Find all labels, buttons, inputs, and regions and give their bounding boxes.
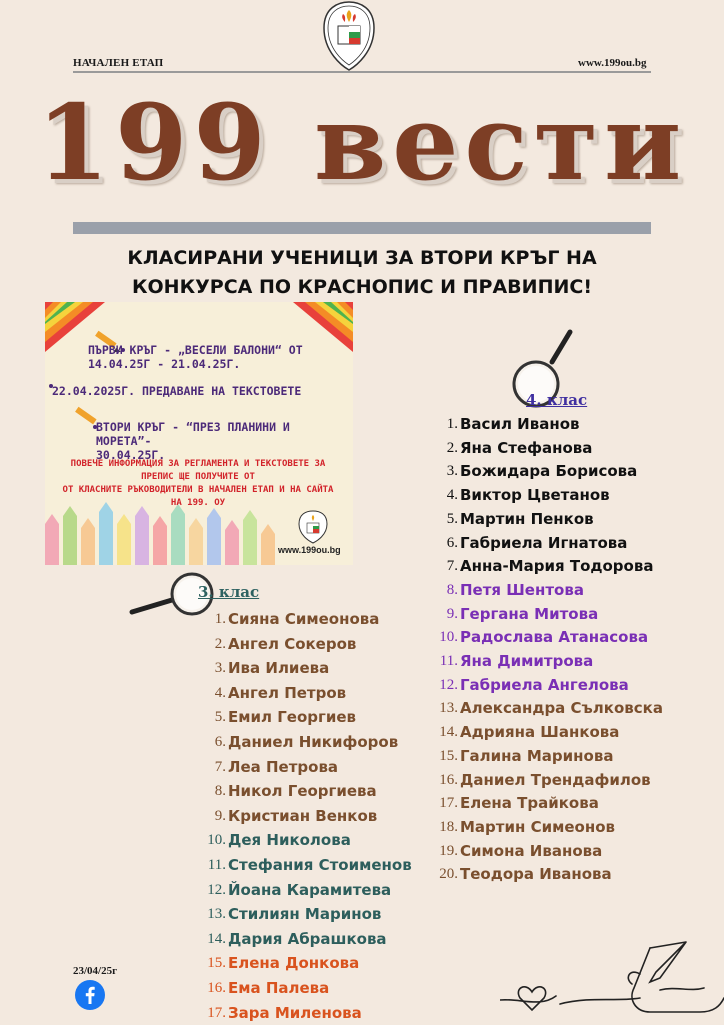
list-item <box>432 554 724 578</box>
list-item-number: 16. <box>439 771 458 788</box>
list-item-number: 20. <box>439 866 458 883</box>
flyer-round-2 <box>96 420 352 462</box>
newsletter-title: 199 вести <box>36 81 688 204</box>
list-item <box>432 483 724 507</box>
website-link[interactable]: www.199ou.bg <box>578 57 647 69</box>
list-item-number: 8. <box>214 783 226 800</box>
student-name: Радослава Атанасова <box>460 628 649 647</box>
list-item <box>200 730 500 754</box>
list-item-number: 15. <box>207 955 226 972</box>
list-item <box>200 1001 500 1025</box>
flyer-deadline: 22.04.2025Г. ПРЕДАВАНЕ НА ТЕКСТОВЕТЕ <box>52 384 302 398</box>
student-name: Елена Трайкова <box>460 794 599 813</box>
list-item-number: 1. <box>446 416 458 432</box>
list-item-number: 11. <box>439 653 458 669</box>
hand-writing-heart-icon <box>500 938 724 1024</box>
list-item <box>200 804 500 828</box>
flyer-info <box>48 458 348 510</box>
article-headline <box>0 244 724 302</box>
list-item-number: 9. <box>214 807 226 824</box>
headline-line-1: КЛАСИРАНИ УЧЕНИЦИ ЗА ВТОРИ КРЪГ НА <box>127 247 597 269</box>
header-divider <box>73 71 651 73</box>
student-name: Дея Николова <box>228 831 351 850</box>
student-name: Габриела Игнатова <box>460 533 628 552</box>
list-item-number: 11. <box>207 857 226 873</box>
list-item-number: 4. <box>446 487 458 504</box>
list-item-number: 15. <box>439 747 458 764</box>
list-item-number: 6. <box>446 534 458 551</box>
list-item <box>200 681 500 705</box>
student-name: Елена Донкова <box>228 954 360 973</box>
list-item-number: 13. <box>207 906 226 923</box>
list-item-number: 3. <box>446 463 458 480</box>
student-name: Кристиан Венков <box>228 806 378 825</box>
student-name: Васил Иванов <box>460 415 580 433</box>
list-item-number: 14. <box>207 930 226 947</box>
flyer-round-2-title: ВТОРИ КРЪГ - “ПРЕЗ ПЛАНИНИ И МОРЕТА”- <box>96 420 290 448</box>
flyer-round-1-title: ПЪРВИ КРЪГ - „ВЕСЕЛИ БАЛОНИ“ ОТ <box>88 343 303 357</box>
flyer-info-line: ПРЕПИС ЩЕ ПОЛУЧИТЕ ОТ <box>141 472 255 482</box>
headline-line-2: КОНКУРСА ПО КРАСНОПИС И ПРАВИПИС! <box>132 276 592 298</box>
list-item-number: 1. <box>214 611 226 627</box>
student-name: Стилиян Маринов <box>228 905 382 924</box>
list-item <box>200 705 500 729</box>
student-name: Гергана Митова <box>460 604 599 623</box>
publish-date: 23/04/25г <box>73 965 118 977</box>
list-item-number: 4. <box>214 684 226 701</box>
flyer-school-logo <box>298 510 328 544</box>
list-item <box>200 976 500 1000</box>
student-name: Даниел Никифоров <box>228 733 399 751</box>
list-item <box>200 828 500 852</box>
list-item <box>432 412 724 436</box>
student-name: Яна Димитрова <box>460 652 594 670</box>
list-item <box>432 578 724 602</box>
class-4-heading: 4. клас <box>526 391 588 409</box>
colored-pencils-icon <box>45 502 275 565</box>
list-item <box>200 853 500 877</box>
student-name: Йоана Карамитева <box>228 880 392 899</box>
facebook-icon[interactable] <box>75 980 105 1010</box>
student-name: Зара Миленова <box>228 1003 362 1022</box>
student-name: Божидара Борисова <box>460 462 638 481</box>
list-item <box>200 779 500 803</box>
list-item <box>200 607 500 631</box>
list-item-number: 10. <box>439 629 458 646</box>
student-name: Емил Георгиев <box>228 708 357 727</box>
list-item <box>200 656 500 680</box>
student-name: Дария Абрашкова <box>228 929 387 948</box>
list-item <box>432 436 724 460</box>
flyer-info-line: ПОВЕЧЕ ИНФОРМАЦИЯ ЗА РЕГЛАМЕНТА И ТЕКСТОВЕТЕ ЗА <box>70 459 326 469</box>
list-item <box>200 951 500 975</box>
student-name: Ангел Петров <box>228 683 347 702</box>
student-name: Анна-Мария Тодорова <box>460 557 654 576</box>
student-name: Теодора Иванова <box>460 865 612 884</box>
list-item <box>432 507 724 531</box>
list-item-number: 3. <box>214 660 226 677</box>
list-item-number: 16. <box>207 980 226 996</box>
flyer-round-1 <box>88 343 350 371</box>
student-name: Стефания Стоименов <box>228 856 412 874</box>
flyer-round-2-date: 30.04.25Г. <box>96 448 166 462</box>
list-item-number: 13. <box>439 700 458 717</box>
student-name: Александра Сълковска <box>460 699 663 718</box>
list-item-number: 17. <box>439 795 458 812</box>
list-item-number: 12. <box>207 881 226 898</box>
student-name: Даниел Трендафилов <box>460 770 651 789</box>
student-name: Галина Маринова <box>460 746 614 765</box>
list-item-number: 10. <box>207 832 226 849</box>
stage-label: НАЧАЛЕН ЕТАП <box>73 57 164 69</box>
flyer-round-1-dates: 14.04.25Г - 21.04.25Г. <box>88 357 241 371</box>
student-name: Никол Георгиева <box>228 782 377 801</box>
list-item-number: 5. <box>214 709 226 726</box>
student-name: Мартин Пенков <box>460 509 594 528</box>
list-item <box>200 878 500 902</box>
flyer-info-line: НА 199. ОУ <box>170 498 226 508</box>
list-item-number: 7. <box>214 758 226 775</box>
list-item-number: 7. <box>446 558 458 575</box>
list-item-number: 8. <box>446 581 458 598</box>
list-item <box>432 531 724 555</box>
list-item-number: 19. <box>439 842 458 859</box>
list-item-number: 17. <box>207 1004 226 1021</box>
class-3-heading: 3. клас <box>198 583 260 601</box>
list-item <box>200 632 500 656</box>
student-name: Виктор Цветанов <box>460 486 610 505</box>
list-item <box>200 927 500 951</box>
flyer-website: www.199ou.bg <box>278 545 341 555</box>
list-item-number: 2. <box>446 439 458 456</box>
student-name: Ива Илиева <box>228 659 330 678</box>
list-item <box>200 755 500 779</box>
list-item <box>200 902 500 926</box>
list-item-number: 6. <box>214 734 226 750</box>
student-name: Ангел Сокеров <box>228 634 357 653</box>
list-item-number: 14. <box>439 724 458 741</box>
list-item-number: 5. <box>446 510 458 527</box>
pencil-icon <box>75 407 96 425</box>
student-name: Симона Иванова <box>460 841 603 860</box>
student-name: Яна Стефанова <box>460 438 593 457</box>
student-name: Петя Шентова <box>460 580 584 599</box>
student-name: Леа Петрова <box>228 757 339 776</box>
list-item <box>432 459 724 483</box>
student-name: Адрияна Шанкова <box>460 723 620 742</box>
list-item-number: 12. <box>439 676 458 693</box>
list-item-number: 9. <box>446 605 458 622</box>
title-divider-bar <box>73 222 651 234</box>
student-name: Габриела Ангелова <box>460 675 629 694</box>
list-item-number: 2. <box>214 635 226 652</box>
list-item-number: 18. <box>439 818 458 835</box>
student-name: Сияна Симеонова <box>228 610 380 628</box>
student-name: Ема Палева <box>228 979 330 997</box>
student-name: Мартин Симеонов <box>460 817 615 836</box>
flyer-info-line: ОТ КЛАСНИТЕ РЪКОВОДИТЕЛИ В НАЧАЛЕН ЕТАП И НА САЙТА <box>62 485 334 495</box>
school-logo <box>320 0 378 72</box>
